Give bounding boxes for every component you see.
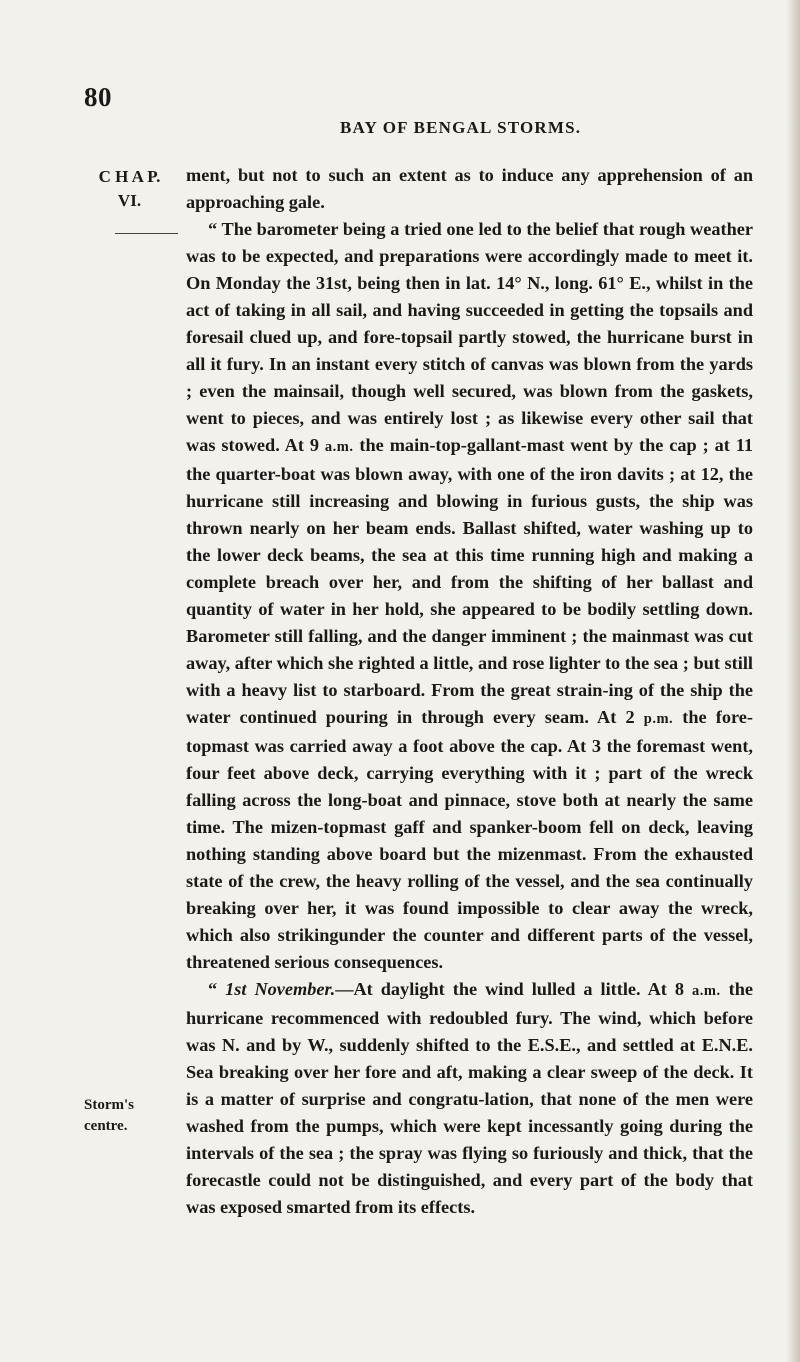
text-run: the fore-topmast was carried away a foot above the cap. At 3 the foremast went, four feet above deck, carrying everything with it ; part of the wreck falling across the long-boat and pinnace, stove both at nearly the same time. The mizen-topmast gaff and spanker-boom fell on deck, leaving nothing standing above board but the mizenmast. From the exhausted state of the crew, the heavy rolling of the vessel, and the sea continually breaking over her, it was found impossible to clear away the wreck, which also strikingunder the counter and different parts of the vessel, threatened serious consequences. bbox=[186, 707, 753, 972]
running-title: BAY OF BENGAL STORMS. bbox=[340, 118, 582, 137]
paragraph-november bbox=[186, 976, 753, 1221]
text-run: “ bbox=[208, 979, 226, 999]
body-text bbox=[186, 162, 753, 1221]
chapter-number: VI. bbox=[117, 191, 142, 210]
side-note-line-2: centre. bbox=[84, 1118, 128, 1134]
paragraph-continuation: ment, but not to such an extent as to induce any apprehension of an approaching gale. bbox=[186, 165, 753, 212]
paragraph-barometer bbox=[186, 216, 753, 976]
text-run: the main-top-gallant-mast went by the cap ; at 11 the quarter-boat was blown away, with one of the iron davits ; at 12, the hurricane still increasing and blowing in furious gusts, the ship was thrown nearly on her beam ends. Ballast shifted, water washing up to the lower deck beams, the sea at this time running high and making a complete breach over her, and from the shifting of her ballast and quantity of water in her hold, she appeared to be bodily settling down. Barometer still falling, and the danger imminent ; the mainmast was cut away, after which she righted a little, and rose lighter to the sea ; but still with a heavy list to starboard. From the great strain-ing of the ship the water continued pouring in through every seam. At 2 bbox=[186, 435, 753, 727]
chapter-rule bbox=[115, 233, 178, 234]
text-run: the hurricane recommenced with redoubled fury. The wind, which before was N. and by W., suddenly shifted to the E.S.E., and settled at E.N.E. Sea breaking over her fore and aft, making a clear sweep of the deck. It is a matter of surprise and congratu-lation, that none of the men were washed from the pumps, which were kept incessantly going during the intervals of the sea ; the spray was flying so furiously and thick, that the forecastle could not be distinguished, and every part of the body that was exposed smarted from its effects. bbox=[186, 979, 753, 1217]
time-abbrev: a.m. bbox=[692, 983, 721, 999]
chapter-word: C H A P. bbox=[98, 167, 161, 186]
chapter-label bbox=[82, 165, 177, 213]
time-abbrev: a.m. bbox=[324, 439, 354, 455]
side-note bbox=[84, 1095, 174, 1137]
page-number: 80 bbox=[84, 82, 112, 112]
date-heading: 1st November. bbox=[225, 979, 336, 999]
time-abbrev: p.m. bbox=[643, 711, 674, 727]
page-edge-shadow bbox=[786, 0, 800, 1362]
text-run: “ The barometer being a tried one led to the belief that rough weather was to be expected, and preparations were accordingly made to meet it. On Monday the 31st, being then in lat. 14° N., long. 61° E., whilst in the act of taking in all sail, and having succeeded in getting the topsails and foresail clued up, and fore-topsail partly stowed, the hurricane burst in all it fury. In an instant every stitch of canvas was blown from the yards ; even the mainsail, though well secured, was blown from the gaskets, went to pieces, and was entirely lost ; as likewise every other sail that was stowed. At 9 bbox=[186, 219, 753, 455]
side-note-line-1: Storm's bbox=[84, 1097, 134, 1113]
text-run: —At daylight the wind lulled a little. At 8 bbox=[335, 979, 693, 999]
